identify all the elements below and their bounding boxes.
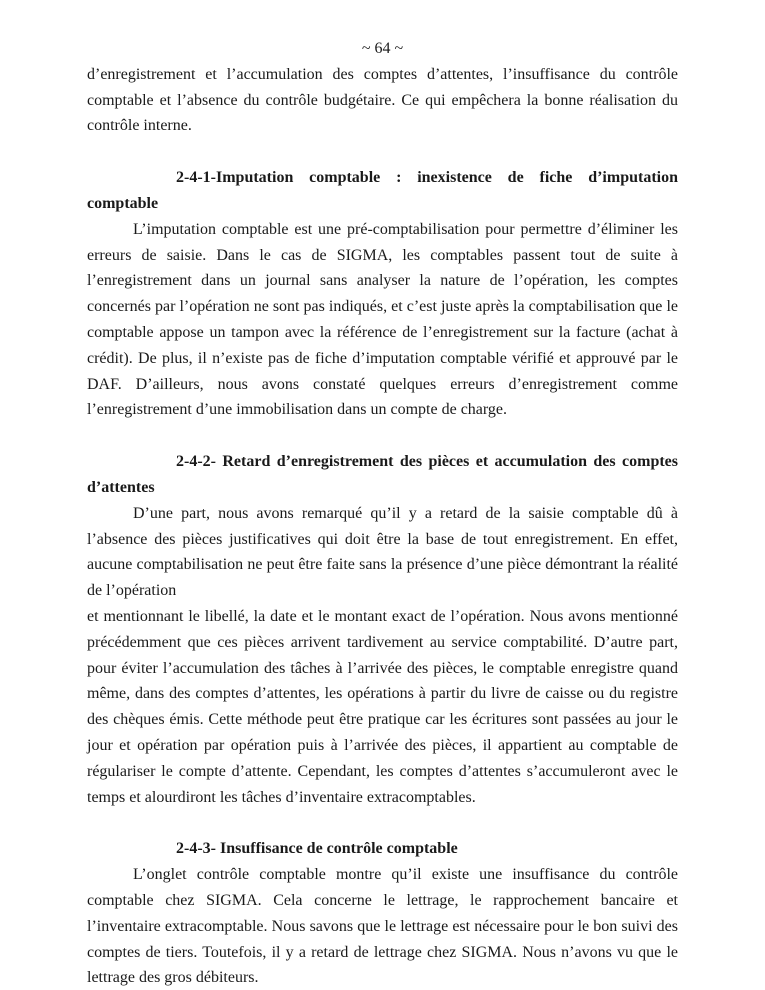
section-heading: 2-4-1-Imputation comptable : inexistence de fiche d’imputation comptable <box>87 169 678 212</box>
section-heading: 2-4-2- Retard d’enregistrement des pièces et accumulation des comptes d’attentes <box>87 453 678 496</box>
section-heading: 2-4-3- Insuffisance de contrôle comptable <box>176 840 458 858</box>
section-2-4-2 <box>87 449 678 810</box>
intro-paragraph: d’enregistrement et l’accumulation des comptes d’attentes, l’insuffisance du contrôle comptable et l’absence du contrôle budgétaire. Ce qui empêchera la bonne réalisation du contrôle interne. <box>87 65 678 135</box>
page-number: ~ 64 ~ <box>361 40 404 57</box>
section-2-4-3 <box>87 836 678 990</box>
section-paragraph: et mentionnant le libellé, la date et le montant exact de l’opération. Nous avons mentionné précédemment que ces pièces arrivent tardivement au service comptabilité. D’autre part, pour éviter l’accumulation des tâches à l’arrivée des pièces, le comptable enregistre quand même, dans des comptes d’attentes, les opérations à partir du livre de caisse ou du registre des chèques émis. Cette méthode peut être pratique car les écritures sont passées au jour le jour et opération par opération puis à l’arrivée des pièces, il appartient au comptable de régulariser le compte d’attente. Cependant, les comptes d’attentes s’accumuleront avec le temps et alourdiront les tâches d’inventaire extracomptables. <box>87 607 678 806</box>
section-paragraph: L’onglet contrôle comptable montre qu’il existe une insuffisance du contrôle comptable chez SIGMA. Cela concerne le lettrage, le rapprochement bancaire et l’inventaire extracomptable. Nous savons que le lettrage est nécessaire pour le bon suivi des comptes de tiers. Toutefois, il y a retard de lettrage chez SIGMA. Nous n’avons vu que le lettrage des gros débiteurs. <box>87 866 678 987</box>
section-2-4-1 <box>87 165 678 423</box>
section-paragraph: D’une part, nous avons remarqué qu’il y a retard de la saisie comptable dû à l’absence des pièces justificatives qui doit être la base de tout enregistrement. En effet, aucune comptabilisation ne peut être faite sans la présence d’une pièce démontrant la réalité de l’opération <box>87 504 678 600</box>
section-paragraph: L’imputation comptable est une pré-comptabilisation pour permettre d’éliminer les erreurs de saisie. Dans le cas de SIGMA, les comptables passent tout de suite à l’enregistrement dans un journal sans analyser la nature de l’opération, les comptes concernés par l’opération ne sont pas indiqués, et c’est juste après la comptabilisation que le comptable appose un tampon avec la référence de l’enregistrement sur la facture (achat à crédit). De plus, il n’existe pas de fiche d’imputation comptable vérifié et approuvé par le DAF. D’ailleurs, nous avons constaté quelques erreurs d’enregistrement comme l’enregistrement d’une immobilisation dans un compte de charge. <box>87 220 678 419</box>
